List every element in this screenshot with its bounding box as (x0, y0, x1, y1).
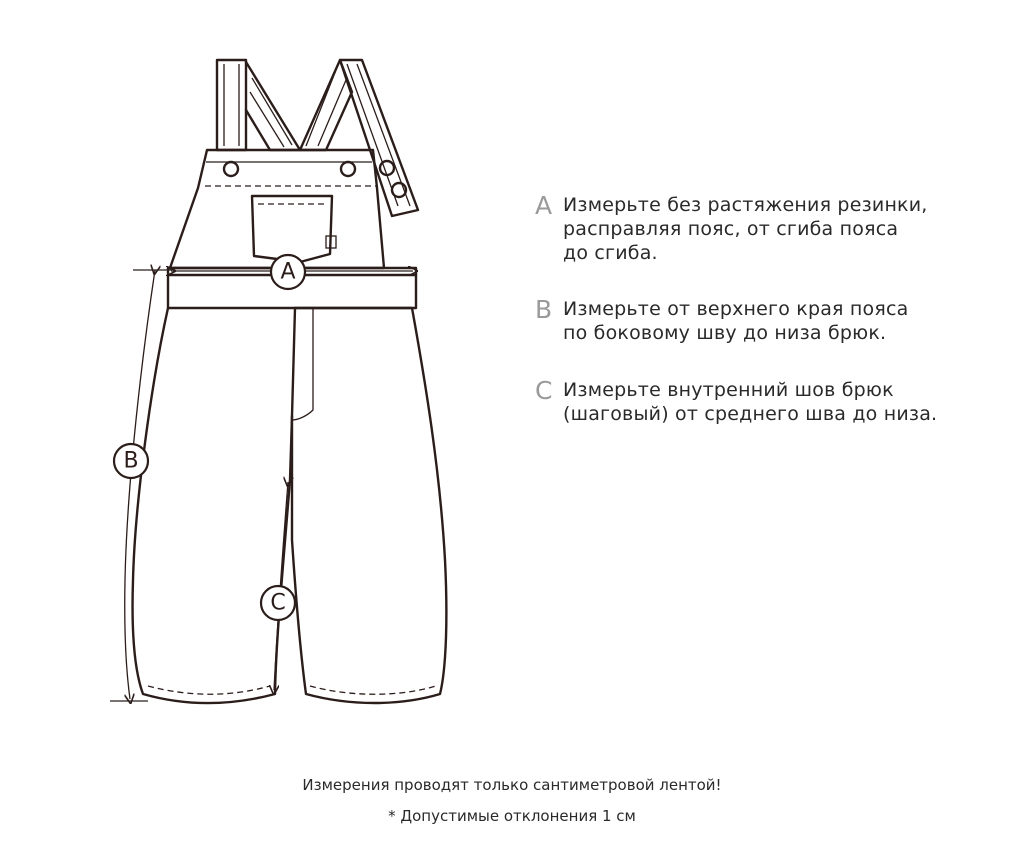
instruction-b-text: Измерьте от верхнего края пояса по боковому шву до низа брюк. (563, 298, 909, 344)
badge-b (114, 444, 148, 478)
instruction-c (535, 378, 1005, 426)
trousers (133, 308, 447, 703)
instruction-b-letter: B (535, 295, 553, 324)
svg-text:C: C (270, 590, 286, 616)
tape-note: Измерения проводят только сантиметровой лентой! (302, 776, 722, 794)
svg-text:A: A (280, 259, 296, 285)
svg-text:B: B (123, 448, 139, 474)
instruction-c-letter: C (535, 376, 553, 405)
right-strap (300, 60, 418, 216)
instruction-b (535, 297, 1005, 345)
bib (170, 150, 406, 268)
instruction-a-text: Измерьте без растяжения резинки, расправляя пояс, от сгиба пояса до сгиба. (563, 194, 928, 264)
instruction-a-letter: A (535, 191, 553, 220)
instruction-a (535, 193, 1005, 265)
badge-a (271, 255, 305, 289)
left-strap (217, 60, 300, 150)
tolerance-note: * Допустимые отклонения 1 см (388, 807, 636, 825)
bib-pocket (252, 196, 336, 262)
badge-c (261, 586, 295, 620)
instruction-c-text: Измерьте внутренний шов брюк (шаговый) от среднего шва до низа. (563, 379, 938, 425)
